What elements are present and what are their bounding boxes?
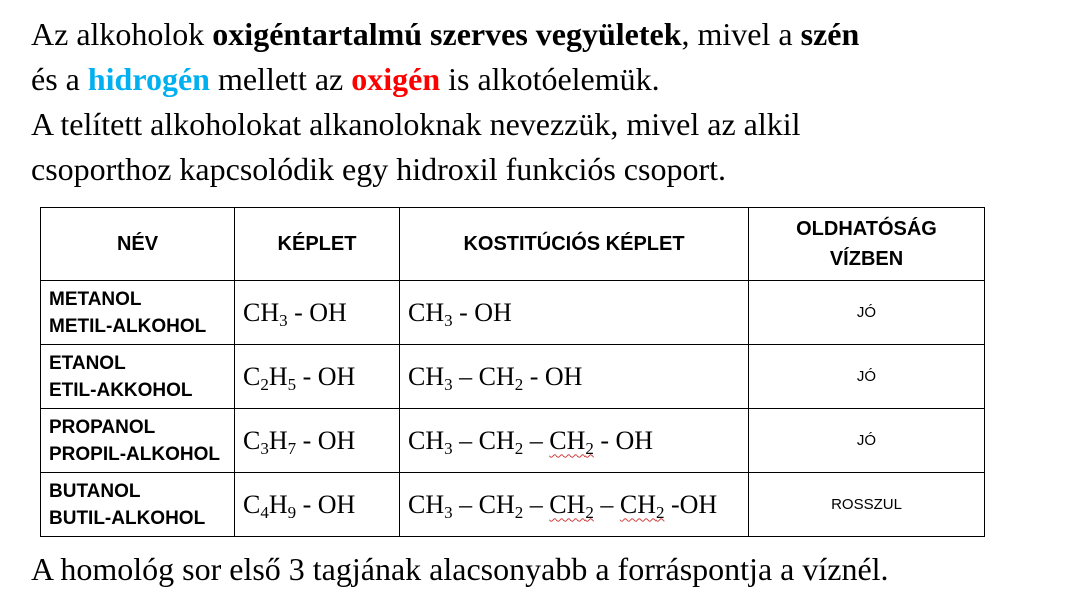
formula-subscript: 3 [260,438,269,458]
definition-paragraph [31,102,1041,192]
formula-part: – [523,489,550,519]
intro-text: mellett az [209,61,352,97]
formula-subscript: 2 [585,438,594,458]
header-solubility-line-2: VÍZBEN [829,248,904,270]
row-formula-cell [235,345,400,409]
row-formula-cell [235,281,400,345]
row-solubility-cell: ROSSZUL [749,473,985,537]
formula-part: CH [408,489,445,519]
definition-line-2: csoporthoz kapcsolódik egy hidroxil funkciós csoport. [31,151,726,187]
formula-subscript: 4 [260,502,269,522]
row-formula-cell [235,473,400,537]
formula-subscript: 2 [585,502,594,522]
row-name-cell [41,409,235,473]
table-row [41,409,985,473]
header-solubility-line-1: OLDHATÓSÁG [796,218,937,240]
header-formula: KÉPLET [235,208,400,281]
formula-part: CH [408,425,445,455]
formula-subscript: 3 [444,438,453,458]
footer-note: A homológ sor első 3 tagjának alacsonyabb a forráspontja a víznél. [31,551,889,587]
formula-part: – CH [452,489,515,519]
formula-part: – [593,489,620,519]
intro-text: és a [31,61,88,97]
formula-subscript: 7 [287,438,297,458]
formula-subscript: 2 [656,502,665,522]
formula-subscript: 2 [260,374,269,394]
formula-subscript: 3 [444,374,453,394]
formula-subscript: 2 [514,502,524,522]
intro-bold-carbon: szén [800,16,860,52]
formula-part: CH [408,361,445,391]
intro-line-1 [31,12,1041,57]
formula-subscript: 5 [287,374,297,394]
formula-subscript: 3 [279,310,288,330]
row-formula-cell [235,409,400,473]
header-name: NÉV [41,208,235,281]
table-header-row [41,208,985,281]
formula-part: - OH [452,297,512,327]
header-solubility [749,208,985,281]
intro-text: , mivel a [681,16,801,52]
spellcheck-underlined-group [549,425,594,458]
spellcheck-underlined-group [619,489,665,522]
intro-line-2 [31,57,1041,102]
definition-line-1: A telített alkoholokat alkanoloknak nevezzük, mivel az alkil [31,106,801,142]
row-name-primary: BUTANOL [49,480,141,502]
row-name-cell [41,473,235,537]
intro-text: is alkotóelemük. [440,61,660,97]
row-name-cell [41,281,235,345]
row-name-secondary: METIL-ALKOHOL [49,315,207,337]
formula-part: - OH [593,425,654,455]
formula-part: CH [549,425,586,455]
formula-part: - OH [287,297,347,327]
row-solubility-cell: JÓ [749,281,985,345]
formula-part: H [268,489,288,519]
table-row [41,281,985,345]
formula-subscript: 3 [444,502,453,522]
table-row [41,473,985,537]
row-name-secondary: PROPIL-ALKOHOL [49,443,220,465]
formula-part: C [243,489,261,519]
formula-part: H [268,425,288,455]
formula-part: H [268,361,288,391]
formula-subscript: 9 [287,502,297,522]
intro-oxygen-highlight: oxigén [351,61,441,97]
formula-subscript: 2 [514,374,524,394]
row-name-secondary: BUTIL-ALKOHOL [49,507,206,529]
formula-part: CH [549,489,586,519]
row-solubility-cell: JÓ [749,409,985,473]
formula-part: CH [408,297,445,327]
formula-part: - OH [296,425,356,455]
row-name-primary: METANOL [49,288,142,310]
formula-part: - OH [523,361,583,391]
alcohols-table [40,207,985,537]
table-row [41,345,985,409]
intro-hydrogen-highlight: hidrogén [87,61,210,97]
formula-subscript: 2 [514,438,524,458]
formula-part: C [243,361,261,391]
row-structural-cell [400,345,749,409]
formula-subscript: 3 [444,310,453,330]
row-name-primary: ETANOL [49,352,126,374]
spellcheck-underlined-group [549,489,594,522]
formula-part: -OH [664,489,718,519]
formula-part: CH [243,297,280,327]
intro-bold-term: oxigéntartalmú szerves vegyületek [212,16,682,52]
formula-part: – [523,425,550,455]
header-structural-formula: KOSTITÚCIÓS KÉPLET [400,208,749,281]
row-structural-cell [400,409,749,473]
formula-part: – CH [452,361,515,391]
row-structural-cell [400,281,749,345]
formula-part: - OH [296,361,356,391]
row-structural-cell [400,473,749,537]
row-name-primary: PROPANOL [49,416,156,438]
row-name-secondary: ETIL-AKKOHOL [49,379,193,401]
row-name-cell [41,345,235,409]
formula-part: – CH [452,425,515,455]
formula-part: CH [619,489,656,519]
formula-part: C [243,425,261,455]
formula-part: - OH [296,489,356,519]
intro-text: Az alkoholok [31,16,213,52]
intro-paragraph [31,12,1041,102]
row-solubility-cell: JÓ [749,345,985,409]
